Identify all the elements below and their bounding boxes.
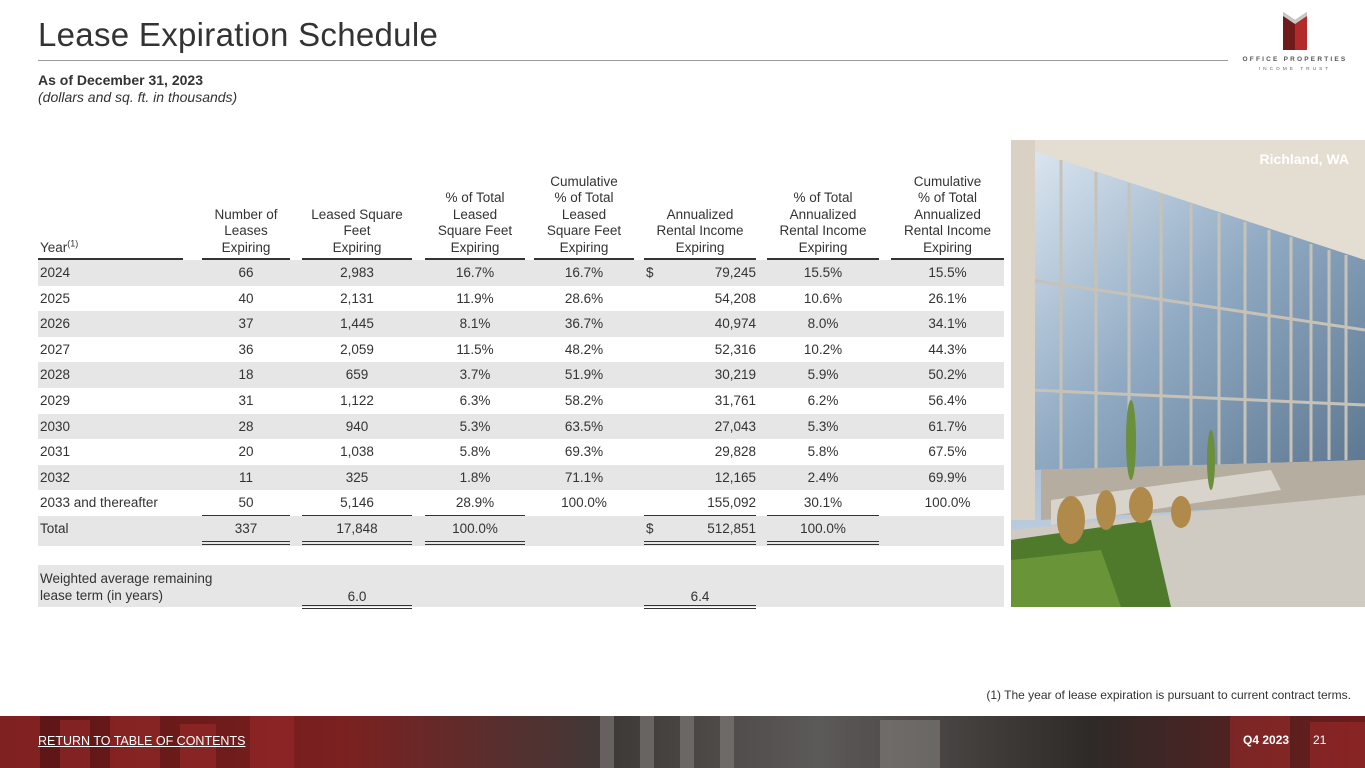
total-double-rule	[767, 544, 879, 545]
photo-location-label: Richland, WA	[1259, 151, 1349, 167]
column-header-leases: Number of Leases Expiring	[214, 206, 278, 255]
cell-cum-income: 56.4%	[928, 392, 967, 408]
cell-pct-income: 6.2%	[807, 392, 839, 408]
total-row	[38, 516, 1004, 546]
cell-pct-sqft: 3.7%	[459, 367, 491, 383]
table-row	[38, 388, 1004, 414]
cell-sqft: 1,122	[340, 392, 374, 408]
table-body	[38, 260, 1004, 546]
table-row	[38, 286, 1004, 312]
cell-income: 79,245	[714, 265, 756, 280]
page-title: Lease Expiration Schedule	[38, 16, 439, 53]
total-double-rule	[644, 541, 756, 542]
cell-cum-sqft: 28.6%	[564, 290, 604, 306]
cell-income: 29,828	[714, 444, 756, 460]
weighted-average-label	[40, 571, 212, 604]
year-footnote-marker: (1)	[67, 238, 79, 248]
cell-year: 2030	[40, 418, 71, 434]
cell-income: 512,851	[707, 520, 756, 536]
cell-pct-sqft: 28.9%	[455, 495, 495, 511]
weighted-income-underline-2	[644, 608, 756, 609]
cell-cum-sqft: 16.7%	[564, 265, 604, 280]
cell-year: 2024	[40, 265, 71, 280]
logo-name: OFFICE PROPERTIES	[1242, 56, 1348, 63]
weighted-income-underline	[644, 605, 756, 606]
cell-sqft: 325	[345, 469, 369, 485]
cell-cum-sqft: 69.3%	[564, 444, 604, 460]
return-to-toc-link[interactable]: RETURN TO TABLE OF CONTENTS	[38, 734, 246, 748]
cell-leases: 11	[238, 469, 253, 485]
cell-pct-sqft: 5.3%	[459, 418, 491, 434]
cell-cum-income: 61.7%	[928, 418, 967, 434]
cell-year: 2027	[40, 341, 71, 357]
cell-leases: 337	[234, 520, 258, 536]
cell-cum-income: 69.9%	[928, 469, 967, 485]
cell-year: 2033 and thereafter	[40, 495, 158, 511]
table-row	[38, 311, 1004, 337]
cell-pct-sqft: 1.8%	[459, 469, 491, 485]
cell-pct-income: 5.8%	[807, 444, 839, 460]
cell-pct-sqft: 11.9%	[456, 290, 494, 306]
cell-cum-sqft: 100.0%	[561, 495, 607, 511]
cell-leases: 40	[238, 290, 254, 306]
cell-pct-sqft: 100.0%	[452, 520, 498, 536]
cell-leases: 18	[238, 367, 254, 383]
logo-mark-icon	[1283, 12, 1307, 50]
cell-income: 31,761	[714, 392, 756, 408]
cell-pct-sqft: 6.3%	[459, 392, 491, 408]
cell-sqft: 1,038	[340, 444, 374, 460]
cell-income: 12,165	[714, 469, 756, 485]
cell-pct-income: 5.9%	[807, 367, 839, 383]
cell-leases: 20	[238, 444, 254, 460]
cell-sqft: 2,983	[340, 265, 374, 280]
total-double-rule	[202, 544, 290, 545]
column-header-cum-sqft: Cumulative % of Total Leased Square Feet Expiring	[546, 173, 622, 255]
column-header-year: Year$^{(1)}$	[40, 238, 79, 255]
property-photo	[1011, 140, 1365, 607]
page-number: 21	[1313, 733, 1327, 747]
cell-cum-sqft: 63.5%	[564, 418, 604, 434]
total-double-rule	[425, 544, 525, 545]
cell-income: 40,974	[714, 316, 756, 332]
cell-income: 30,219	[714, 367, 756, 383]
cell-sqft: 5,146	[340, 495, 374, 511]
cell-pct-income: 30.1%	[803, 495, 843, 511]
quarter-label: Q4 2023	[1243, 733, 1290, 747]
company-logo	[1240, 12, 1350, 78]
weighted-income-value: 6.4	[690, 589, 710, 604]
table-row	[38, 490, 1004, 516]
table-header	[38, 140, 1004, 260]
cell-year: 2025	[40, 290, 71, 306]
building-illustration	[1011, 140, 1365, 607]
cell-cum-sqft: 51.9%	[564, 367, 604, 383]
cell-pct-income: 8.0%	[807, 316, 839, 332]
logo-subtitle: INCOME TRUST	[1258, 67, 1332, 72]
cell-cum-income: 34.1%	[928, 316, 967, 332]
cell-cum-sqft: 58.2%	[564, 392, 604, 408]
column-header-pct-income: % of Total Annualized Rental Income Expiring	[779, 190, 867, 255]
cell-year: 2032	[40, 469, 71, 485]
table-row	[38, 260, 1004, 286]
table-row	[38, 362, 1004, 388]
cell-cum-income: 50.2%	[928, 367, 967, 383]
cell-pct-income: 15.5%	[803, 265, 843, 280]
cell-sqft: 17,848	[336, 520, 378, 536]
cell-cum-sqft: 48.2%	[564, 341, 604, 357]
cell-year: 2028	[40, 367, 71, 383]
table-row	[38, 337, 1004, 363]
column-header-income: Annualized Rental Income Expiring	[656, 206, 744, 255]
total-double-rule	[202, 541, 290, 542]
cell-leases: 31	[238, 392, 254, 408]
cell-pct-income: 5.3%	[807, 418, 839, 434]
total-double-rule	[302, 544, 412, 545]
as-of-date: As of December 31, 2023	[38, 72, 203, 88]
column-header-sqft: Leased Square Feet Expiring	[311, 206, 403, 255]
units-note: (dollars and sq. ft. in thousands)	[38, 89, 238, 105]
weighted-label-line2: lease term (in years)	[40, 587, 164, 603]
cell-dollar-sign: $	[646, 520, 654, 536]
weighted-sqft-underline-2	[302, 608, 412, 609]
cell-pct-sqft: 5.8%	[459, 444, 491, 460]
cell-cum-sqft: 36.7%	[564, 316, 604, 332]
cell-cum-sqft: 71.1%	[564, 469, 604, 485]
cell-cum-income: 67.5%	[928, 444, 967, 460]
cell-pct-sqft: 16.7%	[455, 265, 495, 280]
footnote: (1) The year of lease expiration is pursuant to current contract terms.	[986, 688, 1351, 702]
total-double-rule	[767, 541, 879, 542]
weighted-sqft-value: 6.0	[347, 589, 367, 604]
cell-income: 155,092	[707, 495, 756, 511]
total-double-rule	[425, 541, 525, 542]
cell-pct-sqft: 8.1%	[459, 316, 491, 332]
cell-leases: 37	[238, 316, 254, 332]
cell-income: 54,208	[714, 290, 756, 306]
cell-dollar-sign: $	[646, 265, 654, 280]
column-header-pct-sqft: % of Total Leased Square Feet Expiring	[437, 190, 513, 255]
cell-pct-income: 10.6%	[803, 290, 843, 306]
total-double-rule	[644, 544, 756, 545]
table-row	[38, 439, 1004, 465]
total-double-rule	[302, 541, 412, 542]
cell-sqft: 659	[345, 367, 369, 383]
cell-sqft: 2,059	[340, 341, 374, 357]
lease-expiration-table	[38, 140, 1004, 546]
cell-year: 2029	[40, 392, 71, 408]
cell-pct-income: 100.0%	[800, 520, 846, 536]
cell-leases: 36	[238, 341, 254, 357]
cell-year: 2026	[40, 316, 71, 332]
cell-year: 2031	[40, 444, 71, 460]
cell-income: 52,316	[714, 341, 756, 357]
cell-cum-income: 15.5%	[928, 265, 967, 280]
cell-pct-sqft: 11.5%	[456, 341, 494, 357]
cell-leases: 28	[238, 418, 254, 434]
cell-pct-income: 10.2%	[803, 341, 843, 357]
weighted-average-row	[38, 565, 1004, 607]
cell-leases: 66	[238, 265, 254, 280]
cell-cum-income: 100.0%	[924, 495, 971, 511]
cell-income: 27,043	[714, 418, 756, 434]
cell-sqft: 940	[345, 418, 369, 434]
cell-cum-income: 26.1%	[928, 290, 967, 306]
cell-leases: 50	[238, 495, 254, 511]
weighted-sqft-underline	[302, 605, 412, 606]
weighted-label-line1: Weighted average remaining	[40, 571, 213, 586]
column-header-cum-income: Cumulative % of Total Annualized Rental Income Expiring	[903, 173, 992, 255]
cell-pct-income: 2.4%	[807, 469, 839, 485]
cell-cum-income: 44.3%	[928, 341, 967, 357]
table-row	[38, 414, 1004, 440]
cell-sqft: 1,445	[340, 316, 374, 332]
cell-year: Total	[40, 520, 69, 536]
title-divider	[38, 60, 1228, 61]
table-row	[38, 465, 1004, 491]
cell-sqft: 2,131	[340, 290, 374, 306]
